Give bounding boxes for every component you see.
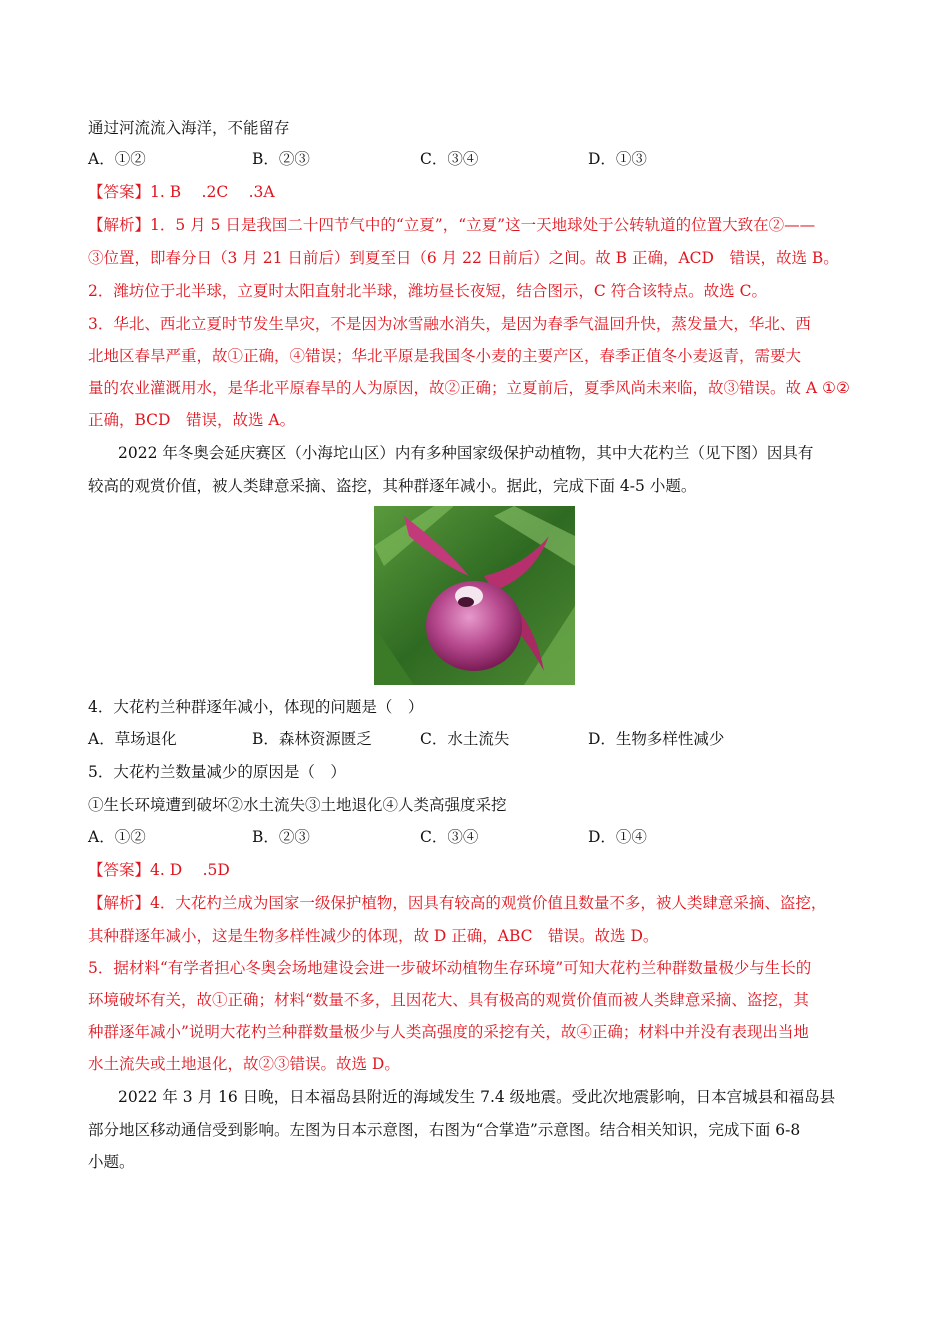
q4-option-c: C．水土流失 bbox=[420, 730, 510, 748]
analysis-line: 5．据材料“有学者担心冬奥会场地建设会进一步破坏动植物生存环境”可知大花杓兰种群数量极少与生长的 bbox=[88, 959, 812, 977]
q5-option-d: D．①④ bbox=[588, 828, 647, 846]
analysis-line: 环境破坏有关，故①正确；材料“数量不多，且因花大、具有极高的观赏价值而被人类肆意采摘、盗挖，其 bbox=[88, 991, 809, 1009]
analysis-line: 北地区春旱严重，故①正确，④错误；华北平原是我国冬小麦的主要产区，春季正值冬小麦返青，需要大 bbox=[88, 347, 802, 365]
q3-option-d: D．①③ bbox=[588, 150, 647, 168]
q3-option-b: B．②③ bbox=[252, 150, 310, 168]
orchid-photo bbox=[374, 506, 575, 685]
answer-1-3: 【答案】1. B .2C .3A bbox=[88, 183, 275, 201]
passage-2-line: 2022 年冬奥会延庆赛区（小海坨山区）内有多种国家级保护动植物，其中大花杓兰（见下图）因具有 bbox=[118, 444, 814, 462]
q5-option-c: C．③④ bbox=[420, 828, 479, 846]
q3-option-c: C．③④ bbox=[420, 150, 479, 168]
q5-stem: 5．大花杓兰数量减少的原因是（ ） bbox=[88, 763, 346, 781]
analysis-line: ③位置，即春分日（3 月 21 日前后）到夏至日（6 月 22 日前后）之间。故 B 正确，ACD 错误，故选 B。 bbox=[88, 249, 839, 267]
passage-3-line: 部分地区移动通信受到影响。左图为日本示意图，右图为“合掌造”示意图。结合相关知识，完成下面 6-8 bbox=[88, 1121, 801, 1139]
q5-statement: ①生长环境遭到破坏②水土流失③土地退化④人类高强度采挖 bbox=[88, 796, 507, 814]
analysis-line: 种群逐年减小”说明大花杓兰种群数量极少与人类高强度的采挖有关，故④正确；材料中并没有表现出当地 bbox=[88, 1023, 809, 1041]
passage-3-line: 2022 年 3 月 16 日晚，日本福岛县附近的海域发生 7.4 级地震。受此次地震影响，日本宫城县和福岛县 bbox=[118, 1088, 836, 1106]
q4-stem: 4．大花杓兰种群逐年减小，体现的问题是（ ） bbox=[88, 698, 424, 716]
passage-2-line: 较高的观赏价值，被人类肆意采摘、盗挖，其种群逐年减小。据此，完成下面 4-5 小题。 bbox=[88, 477, 697, 495]
analysis-line: 【解析】4．大花杓兰成为国家一级保护植物，因具有较高的观赏价值且数量不多，被人类肆意采摘、盗挖， bbox=[88, 894, 827, 912]
q4-option-d: D．生物多样性减少 bbox=[588, 730, 725, 748]
q4-option-a: A．草场退化 bbox=[88, 730, 177, 748]
q5-option-a: A．①② bbox=[88, 828, 146, 846]
analysis-line: 量的农业灌溉用水，是华北平原春旱的人为原因，故②正确；立夏前后，夏季风尚未来临，故③错误。故 A ①② bbox=[88, 379, 850, 397]
q3-tail-text: 通过河流流入海洋，不能留存 bbox=[88, 119, 290, 137]
passage-3-line: 小题。 bbox=[88, 1153, 135, 1171]
analysis-line: 【解析】1．5 月 5 日是我国二十四节气中的“立夏”，“立夏”这一天地球处于公转轨道的位置大致在②—— bbox=[88, 216, 816, 234]
q5-option-b: B．②③ bbox=[252, 828, 310, 846]
q3-option-a: A．①② bbox=[88, 150, 146, 168]
q4-option-b: B．森林资源匮乏 bbox=[252, 730, 372, 748]
analysis-line: 正确，BCD 错误，故选 A。 bbox=[88, 411, 296, 429]
answer-4-5: 【答案】4. D .5D bbox=[88, 861, 230, 879]
analysis-line: 其种群逐年减小，这是生物多样性减少的体现，故 D 正确，ABC 错误。故选 D。 bbox=[88, 927, 659, 945]
analysis-line: 水土流失或土地退化，故②③错误。故选 D。 bbox=[88, 1055, 400, 1073]
analysis-line: 3．华北、西北立夏时节发生旱灾，不是因为冰雪融水消失，是因为春季气温回升快，蒸发量大，华北、西 bbox=[88, 315, 811, 333]
analysis-line: 2．潍坊位于北半球，立夏时太阳直射北半球，潍坊昼长夜短，结合图示，C 符合该特点。故选 C。 bbox=[88, 282, 767, 300]
